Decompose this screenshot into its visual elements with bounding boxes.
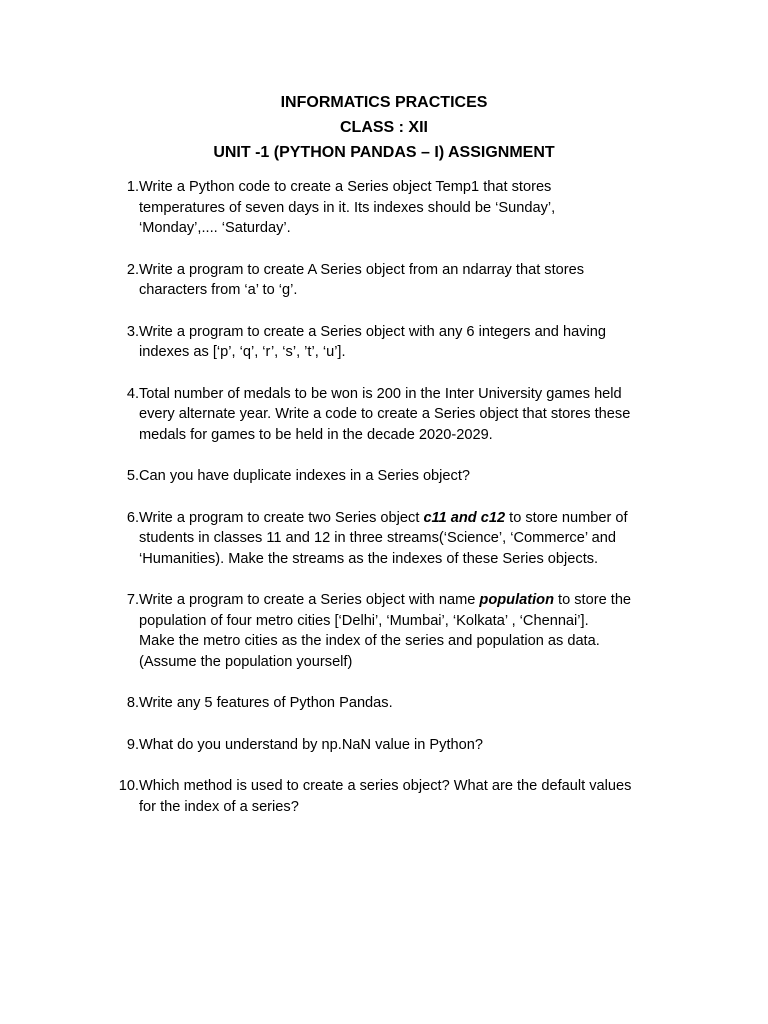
question-line: What do you understand by np.NaN value in Python?	[139, 736, 483, 753]
question-line: ‘Monday’,.... ‘Saturday’.	[139, 220, 291, 236]
question-text	[139, 177, 720, 239]
question-line: students in classes 11 and 12 in three streams(‘Science’, ‘Commerce’ and	[139, 530, 616, 546]
question-item	[110, 322, 720, 363]
question-text	[139, 466, 720, 487]
question-text	[139, 322, 720, 363]
question-text	[139, 776, 720, 817]
question-line: medals for games to be held in the decade 2020-2029.	[139, 426, 493, 443]
question-text	[139, 735, 720, 756]
class-title: CLASS : XII	[339, 119, 428, 136]
question-number: 4.	[126, 385, 139, 402]
question-number: 3.	[126, 323, 139, 340]
question-line: Total number of medals to be won is 200 in the Inter University games held	[139, 385, 622, 402]
question-line: Write a program to create A Series object from an ndarray that stores	[139, 261, 585, 278]
question-item	[110, 466, 720, 487]
question-number: 6.	[126, 509, 139, 526]
question-line: Make the metro cities as the index of the series and population as data.	[139, 633, 600, 649]
question-line: Write any 5 features of Python Pandas.	[139, 695, 393, 711]
question-number: 8.	[126, 695, 139, 711]
question-text	[139, 590, 720, 672]
question-line: every alternate year. Write a code to create a Series object that stores these	[139, 406, 631, 422]
question-line	[139, 508, 720, 529]
question-item	[110, 508, 720, 570]
question-fragment: to store number of	[505, 509, 628, 526]
unit-title: UNIT -1 (PYTHON PANDAS – I) ASSIGNMENT	[213, 144, 555, 161]
question-line: indexes as [‘p’, ‘q’, ‘r’, ‘s’, ’t’, ‘u’].	[139, 344, 346, 360]
question-number: 5.	[126, 468, 139, 484]
emphasized-term: population	[479, 592, 554, 608]
question-number: 10.	[118, 778, 139, 794]
question-text	[139, 384, 720, 446]
question-line: Write a Python code to create a Series object Temp1 that stores	[139, 179, 552, 195]
question-fragment: Write a program to create a Series object with name	[139, 592, 480, 608]
question-line: for the index of a series?	[139, 798, 299, 815]
question-line: Which method is used to create a series object? What are the default values	[139, 778, 632, 794]
question-line: temperatures of seven days in it. Its indexes should be ‘Sunday’,	[139, 199, 556, 216]
question-line: ‘Humanities). Make the streams as the indexes of these Series objects.	[139, 550, 599, 567]
question-number: 7.	[126, 592, 139, 608]
question-number: 9.	[126, 736, 139, 753]
question-number: 1.	[126, 179, 139, 195]
question-line: population of four metro cities [‘Delhi’, ‘Mumbai’, ‘Kolkata’ , ‘Chennai’].	[139, 612, 589, 629]
question-item	[110, 384, 720, 446]
question-number: 2.	[126, 261, 139, 278]
question-item	[110, 693, 720, 714]
question-line: Can you have duplicate indexes in a Series object?	[139, 468, 471, 484]
question-item	[110, 776, 720, 817]
subject-title: INFORMATICS PRACTICES	[280, 94, 488, 111]
question-text	[139, 508, 720, 570]
document-header	[0, 90, 768, 165]
question-fragment: Write a program to create two Series object	[139, 509, 424, 526]
question-item	[110, 735, 720, 756]
question-fragment: to store the	[553, 592, 632, 608]
question-item	[110, 177, 720, 239]
question-line: (Assume the population yourself)	[139, 653, 353, 670]
question-line	[139, 590, 720, 611]
question-item	[110, 260, 720, 301]
emphasized-term: c11 and c12	[423, 509, 506, 526]
question-line: characters from ‘a’ to ‘g’.	[139, 282, 298, 298]
question-list	[110, 177, 720, 838]
question-text	[139, 693, 720, 714]
question-line: Write a program to create a Series object with any 6 integers and having	[139, 323, 606, 340]
question-text	[139, 260, 720, 301]
question-item	[110, 590, 720, 672]
